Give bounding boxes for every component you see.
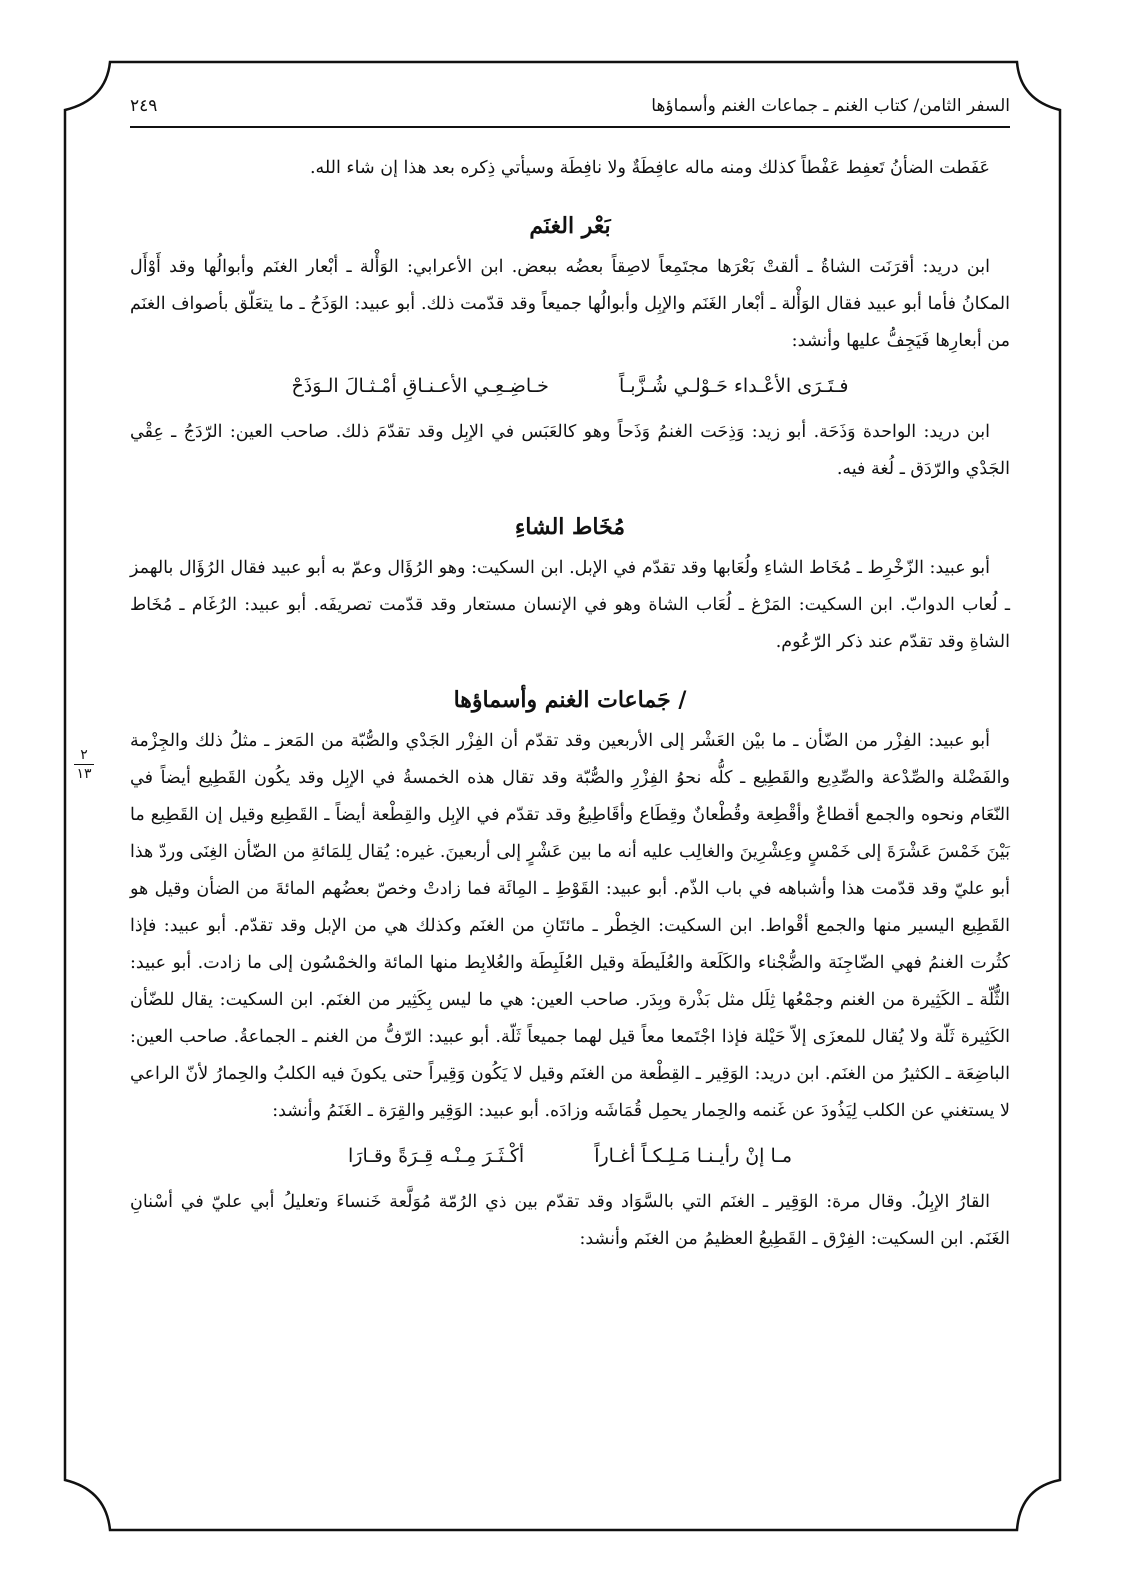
header-divider — [130, 126, 1010, 128]
paragraph: ابن دريد: الواحدة وَذَحَة. أبو زيد: وَذِحَت الغنمُ وَذَحاً وهو كالعَبَس في الإبِل وقد تقدّمَ ذلك. صاحب العين: الرّدَجُ ـ عِقْي الجَدْي والرّدَق ـ لُغة فيه. — [130, 422, 1010, 479]
section-title-ba3r: بَعْر الغنَم — [529, 213, 611, 239]
verse-line — [130, 366, 1010, 406]
page-content — [76, 88, 1010, 1518]
margin-note-bar — [74, 764, 94, 765]
intro-paragraph: عَفَطت الضأنُ تَعفِط عَفْطاً كذلك ومنه ماله عافِطَةٌ ولا نافِطَة وسيأتي ذِكره بعد هذا إن شاء الله. — [309, 158, 990, 178]
verse-hemistich-first: مـا إنْ رأيـنـا مَـلِـكـاً أغـاراً — [594, 1145, 792, 1167]
verse-hemistich-second: خـاضِـعِـي الأعـنـاقِ أمْـثـالَ الـوَذَحْ — [291, 375, 549, 397]
verse-line — [130, 1136, 1010, 1176]
verse-hemistich-first: فـتَـرَى الأعْـداء حَـوْلـي شُـزَّبـاً — [618, 375, 849, 397]
paragraph: ابن دريد: أقرَنَت الشاةُ ـ ألقتْ بَعْرَها مجتَمِعاً لاصِقاً بعضُه ببعض. ابن الأعرابي: الوَأْلة ـ أبْعار الغنَم وأبوالُها وقد أَوْأَل المكانُ فأما أبو عبيد فقال الوَأْلة ـ أبْعار الغَنَم والإبِل وأبوالُها جميعاً وقد قدّمت ذلك. أبو عبيد: الوَذَحُ ـ ما يتعَلّق بأصواف الغنَم من أبعارِها فَيَجِفُّ عليها وأنشد: — [130, 257, 1010, 351]
margin-note-bottom: ١٣ — [76, 766, 92, 782]
margin-folio-note — [74, 748, 94, 781]
verse-hemistich-second: أكْـثَـرَ مِـنْـه قِـرَةً وقـارَا — [348, 1145, 525, 1167]
running-header — [130, 88, 1010, 124]
paragraph: أبو عبيد: الفِزْر من الضّأن ـ ما بيْن العَشْر إلى الأربعين وقد تقدّم أن الفِزْر الجَدْي والصُّبّة من المَعز ـ مثلُ ذلك والجِزْمة والفَضْلة والصِّدْعة والصِّدِيع والقَطِيع ـ كلُّه نحوُ الفِزْرِ والصُّبّة وقد تقال هذه الخمسةُ في الإبِل وقد يكُون القَطِيع أيضاً في النّعَام ونحوه والجمع أقطاعٌ وأقْطِعة وقُطْعانٌ وقِطَاع وأقَاطِيعُ وقد تقدّم في الإبِل والقِطْعة أيضاً ـ القَطِيع وقيل إن القَطِيع ما بَيْنَ خَمْسَ عَشْرَةَ إلى خَمْسٍ وعِشْرِينَ والغالِب عليه أنه ما بين عَشْرٍ إلى أربعينَ. غيره: يُقال لِلمَائةِ من الضّأن الغِنَى وردّ هذا أبو عليّ وقد قدّمت هذا وأشباهه في باب الذّم. أبو عبيد: القَوْطِ ـ المِائَة فما زادتْ وخصّ بعضُهم المائةَ من الضأن وقيل هو القَطِيع اليسير منها والجمع أقْواط. ابن السكيت: الخِطْر ـ مائتَانِ من الغنَم وكذلك هي من الإبل وقد تقدّم. أبو عبيد: فإذا كثُرت الغنمُ فهي الضّاجِنَة والضُّجْناء والكَلَعة والعُلَيطَة وقيل العُلَبِطَة والعُلابِط منها المائة والخمْسُون إلى ما زادت. أبو عبيد: الثُّلّة ـ الكَثِيرة من الغنم وجمْعُها ثِلَل مثل بَذْرة وبِدَر. صاحب العين: هي ما ليس بِكَثِير من الغنَم. ابن السكيت: يقال للضّأن الكَثِيرة ثَلّة ولا يُقال للمعزَى إلاّ حَيْلة فإذا اجْتَمعا معاً قيل لهما جميعاً ثَلّة. أبو عبيد: الرّفُّ من الغنم ـ الجماعةُ. صاحب العين: الباضِعَة ـ الكثيرُ من الغنَم. ابن دريد: الوَقِير ـ القِطْعة من الغنَم وقيل لا يَكُون وَقِيراً حتى يكونَ فيه الكلبُ والحِمارُ لأنّ الراعي لا يستغني عن الكلب لِيَذُودَ عن غَنمه والحِمار يحمِل قُمَاشَه وزادَه. أبو عبيد: الوَقِير والقِرَة ـ الغَنَمُ وأنشد: — [130, 731, 1010, 1121]
paragraph: القارُ الإبِلُ. وقال مرة: الوَقِير ـ الغنَم التي بالسَّوَاد وقد تقدّم بين ذي الرُمّة مُوَلَّعة خَنساءَ وتعليلُ أبي عليّ في أسْنانِ الغَنَم. ابن السكيت: الفِرْق ـ القَطِيعُ العظيمُ من الغنَم وأنشد: — [130, 1192, 1010, 1249]
paragraph: أبو عبيد: الزّخْرِط ـ مُخَاط الشاءِ ولُعَابها وقد تقدّم في الإبل. ابن السكيت: وهو الرُؤَال وعمّ به أبو عبيد فقال الرُؤَال بالهمز ـ لُعاب الدوابّ. ابن السكيت: المَرْغ ـ لُعَاب الشاة وهو في الإنسان مستعار وقد قدّمت تصريفَه. أبو عبيد: الرُغَام ـ مُخَاط الشاةِ وقد تقدّم عند ذكر الرّعُوم. — [130, 558, 1010, 652]
header-title: السفر الثامن/ كتاب الغنم ـ جماعات الغنم وأسماؤها — [651, 96, 1010, 116]
section-title-jama3at: / جَماعات الغنم وأسماؤها — [453, 687, 687, 713]
margin-note-top: ٢ — [80, 747, 88, 763]
section-title-mukhat: مُخَاط الشاءِ — [514, 514, 626, 540]
page-number: ٢٤٩ — [130, 96, 158, 116]
main-text — [130, 150, 1010, 1258]
